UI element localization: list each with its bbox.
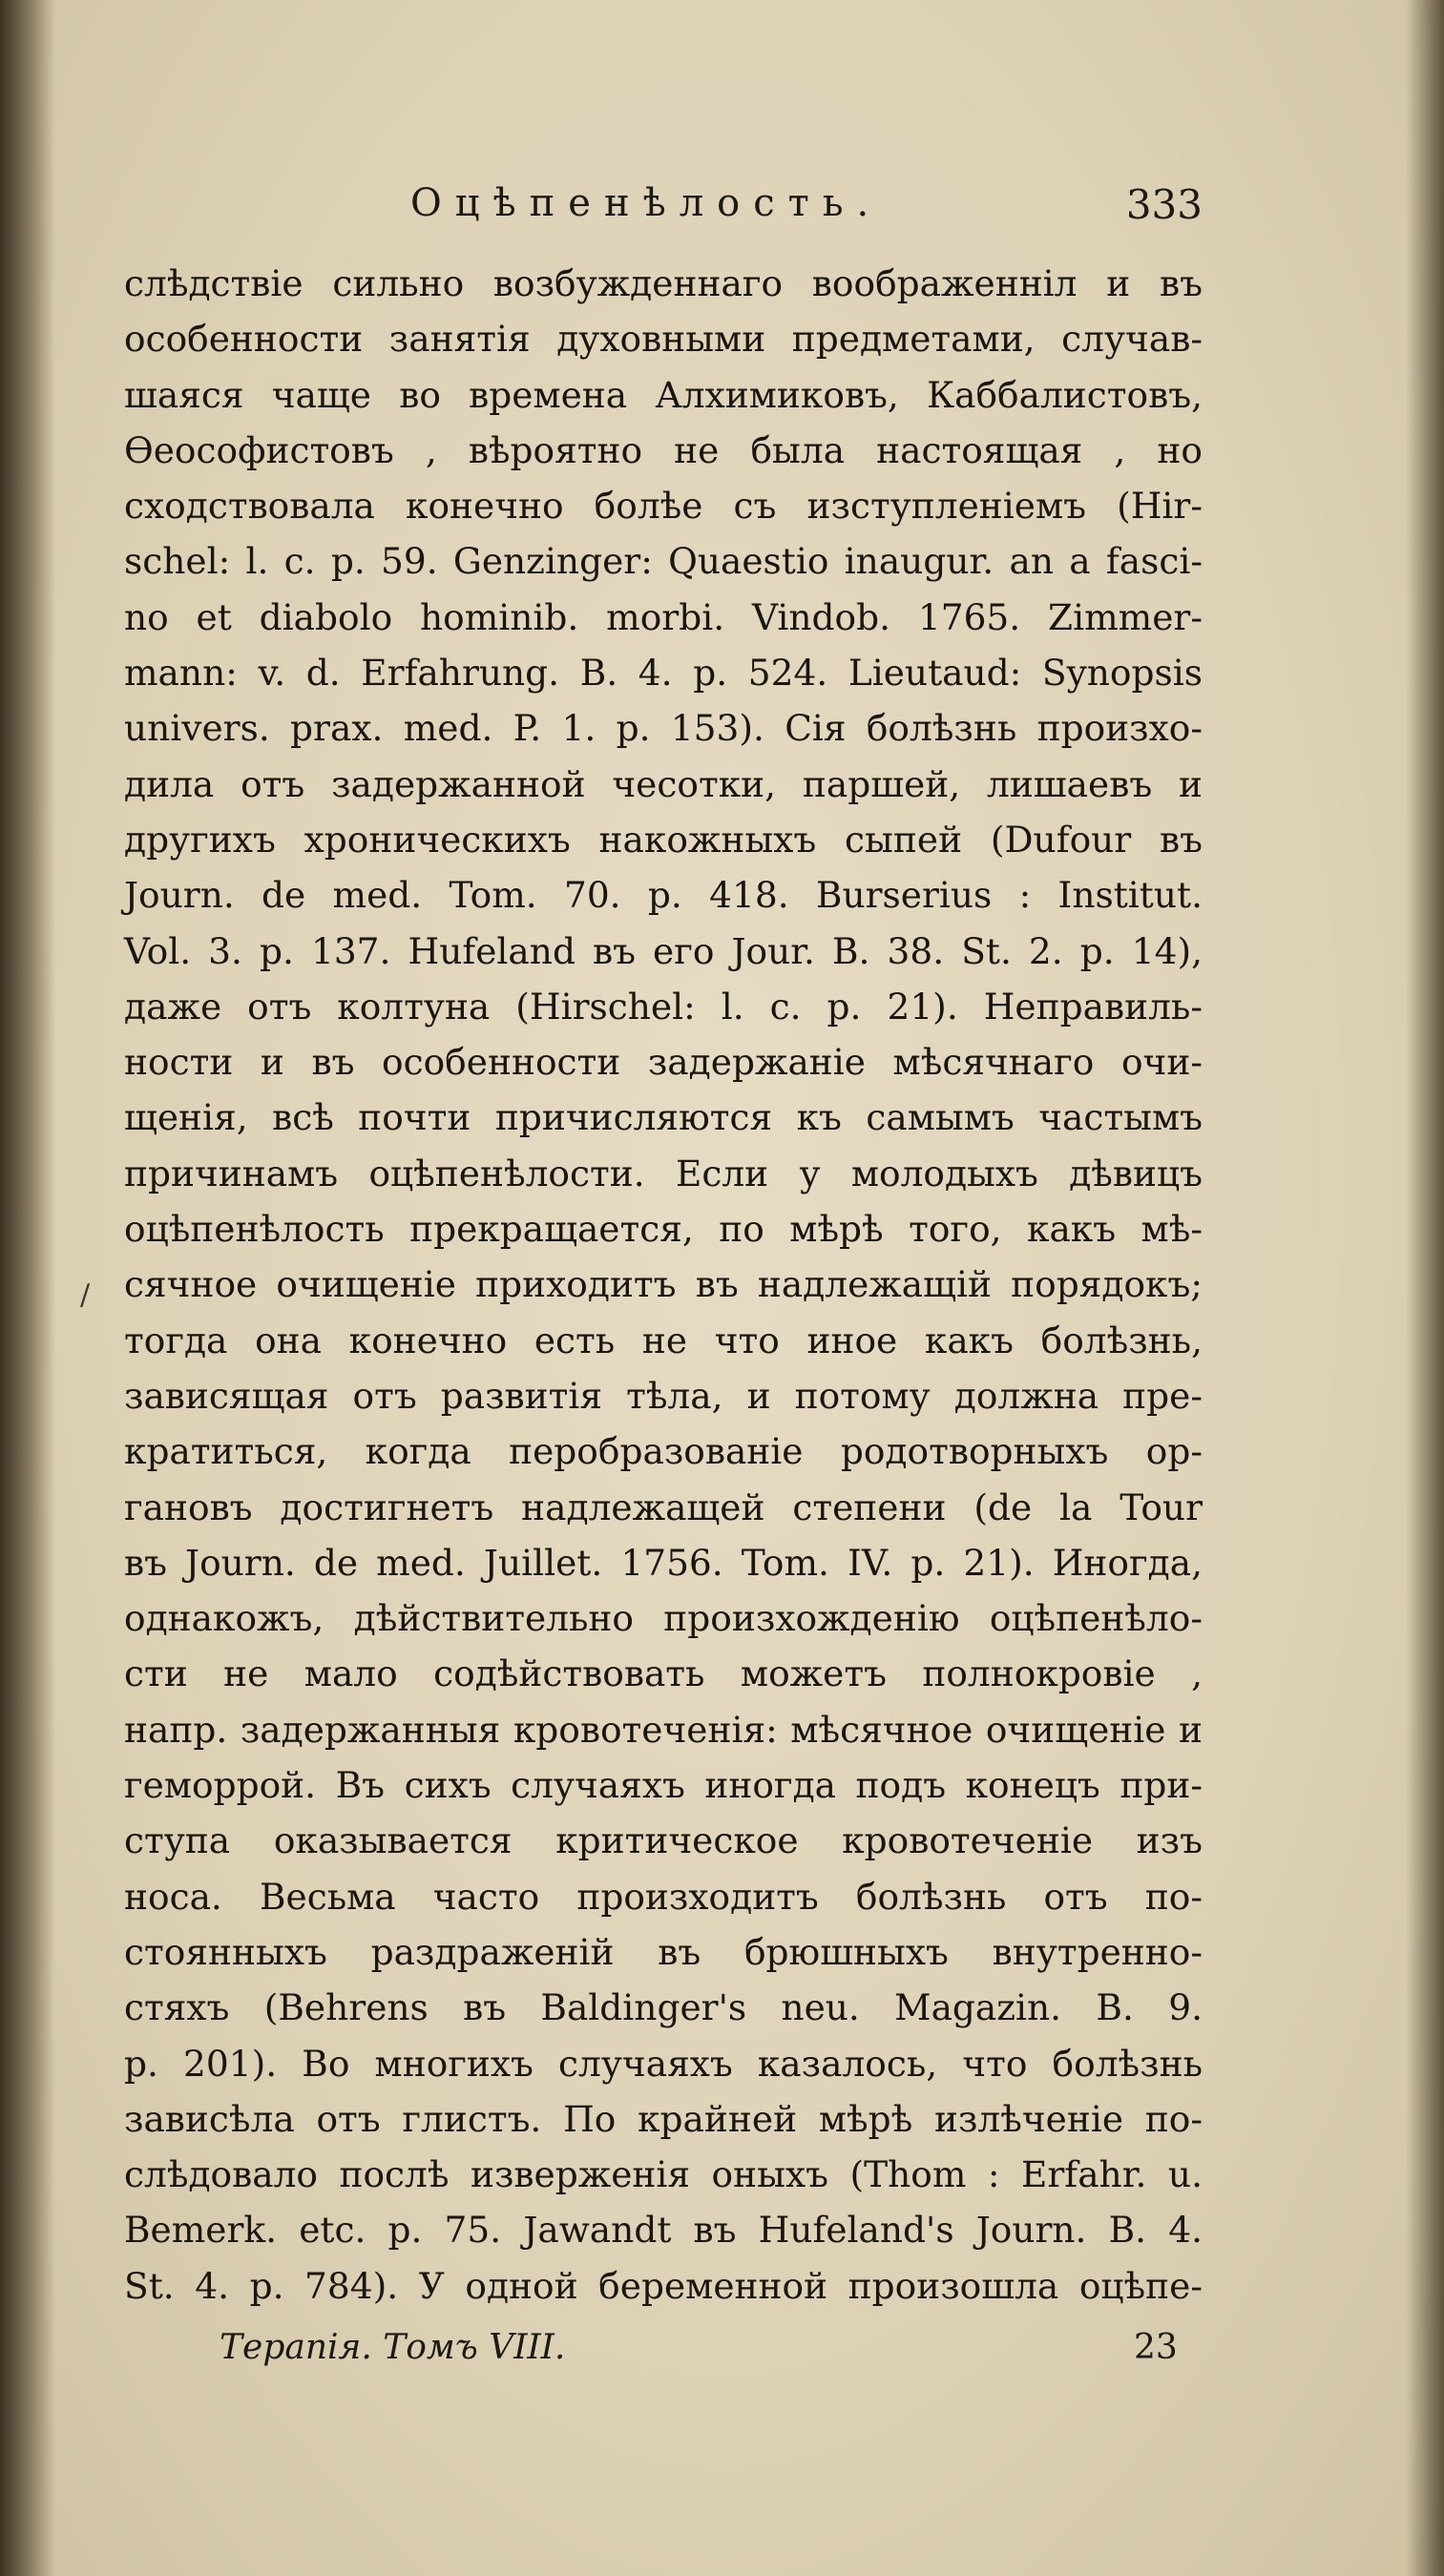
text-line: сти не мало содѣйствовать можетъ полнокровіе ,	[124, 1652, 1203, 1695]
page-right-edge-shadow	[1406, 0, 1444, 2576]
text-line: ности и въ особенности задержаніе мѣсячнаго очи-	[124, 1041, 1203, 1084]
text-line: St. 4. p. 784). У одной беременной произошла оцѣпе-	[124, 2264, 1203, 2307]
text-line: Bemerk. etc. p. 75. Jawandt въ Hufeland's Journ. B. 4.	[124, 2209, 1203, 2252]
text-line: p. 201). Во многихъ случаяхъ казалось, что болѣзнь	[124, 2042, 1203, 2085]
text-line: univers. prax. med. P. 1. p. 153). Сія болѣзнь произхо-	[124, 707, 1203, 750]
text-line: Journ. de med. Tom. 70. p. 418. Burserius : Institut.	[124, 874, 1203, 917]
text-line: носа. Весьма часто произходитъ болѣзнь отъ по-	[124, 1875, 1203, 1918]
text-line: въ Journ. de med. Juillet. 1756. Tom. IV. p. 21). Иногда,	[124, 1541, 1203, 1584]
text-line: другихъ хроническихъ накожныхъ сыпей (Dufour въ	[124, 818, 1203, 861]
text-line: напр. задержанныя кровотеченія: мѣсячное очищеніе и	[124, 1708, 1203, 1751]
page-number: 333	[1125, 181, 1203, 228]
running-title: Оцѣпенѣлость.	[410, 181, 883, 225]
text-line: оцѣпенѣлость прекращается, по мѣрѣ того, какъ мѣ-	[124, 1208, 1203, 1251]
text-line: сячное очищеніе приходитъ въ надлежащій порядокъ;	[124, 1263, 1203, 1306]
text-line: сходствовала конечно болѣе съ изступленіемъ (Hir-	[124, 485, 1203, 528]
text-line: Ѳеософистовъ , вѣроятно не была настоящая , но	[124, 428, 1203, 471]
page-header	[124, 181, 1203, 239]
text-line: слѣдовало послѣ извержeнія оныхъ (Thom : Erfahr. u.	[124, 2153, 1203, 2196]
text-line: Vol. 3. p. 137. Hufeland въ его Jour. B. 38. St. 2. p. 14),	[124, 929, 1203, 972]
text-line: стяхъ (Behrens въ Baldinger's neu. Magazin. B. 9.	[124, 1986, 1203, 2029]
text-line: стоянныхъ раздраженій въ брюшныхъ внутренно-	[124, 1930, 1203, 1973]
text-line: особенности занятія духовными предметами, случав-	[124, 318, 1203, 361]
body-text	[124, 256, 1203, 2314]
margin-mark: /	[80, 1278, 91, 1312]
text-line: schel: l. c. p. 59. Genzinger: Quaestio inaugur. an a fasci-	[124, 540, 1203, 583]
volume-signature: Терапія. Томъ VIII.	[220, 2328, 566, 2367]
text-line: no et diabolo hominib. morbi. Vindob. 1765. Zimmer-	[124, 595, 1203, 638]
signature-number: 23	[1134, 2328, 1178, 2367]
page-left-edge-shadow	[0, 0, 55, 2576]
text-line: щенія, всѣ почти причисляются къ самымъ частымъ	[124, 1096, 1203, 1139]
text-line: дила отъ задержанной чесотки, паршей, лишаевъ и	[124, 762, 1203, 805]
text-line: геморрой. Въ сихъ случаяхъ иногда подъ конецъ при-	[124, 1764, 1203, 1807]
text-line: даже отъ колтуна (Hirschel: l. c. p. 21). Неправиль-	[124, 985, 1203, 1028]
text-line: зависѣла отъ глистъ. По крайней мѣрѣ излѣченіе по-	[124, 2097, 1203, 2140]
text-line: причинамъ оцѣпенѣлости. Если у молодыхъ дѣвицъ	[124, 1152, 1203, 1195]
text-line: шаяся чаще во времена Алхимиковъ, Каббалистовъ,	[124, 373, 1203, 416]
text-line: mann: v. d. Erfahrung. B. 4. p. 524. Lieutaud: Synopsis	[124, 652, 1203, 695]
text-line: тогда она конечно есть не что иное какъ болѣзнь,	[124, 1319, 1203, 1361]
text-line: ступа оказывается критическое кровотеченіе изъ	[124, 1819, 1203, 1862]
text-line: зависящая отъ развитія тѣла, и потому должна пре-	[124, 1374, 1203, 1417]
text-line: кратиться, когда перобразованіе родотворныхъ ор-	[124, 1430, 1203, 1473]
text-line: гановъ достигнетъ надлежащей степени (de la Tour	[124, 1485, 1203, 1528]
text-line: однакожъ, дѣйствительно произхожденію оцѣпенѣло-	[124, 1597, 1203, 1640]
text-line: слѣдствіе сильно возбужденнаго воображенніл и въ	[124, 262, 1203, 304]
page-footer	[220, 2328, 1178, 2376]
